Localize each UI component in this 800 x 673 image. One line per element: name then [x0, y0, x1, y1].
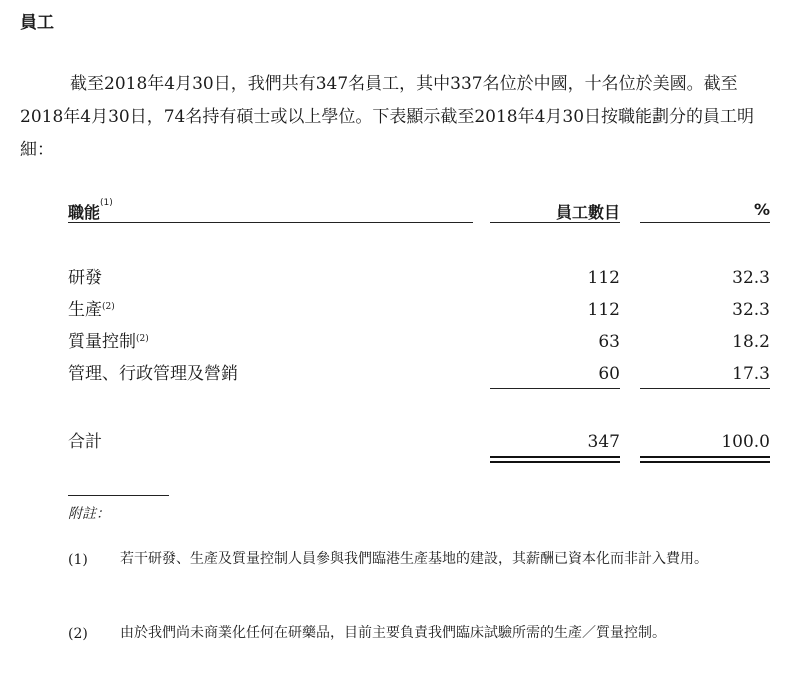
row-count: 60 — [598, 364, 620, 384]
table-row-function — [68, 268, 102, 288]
subtotal-rule-percent — [640, 388, 770, 389]
row-count: 112 — [587, 300, 620, 320]
notes-divider — [68, 495, 169, 496]
total-label: 合計 — [68, 432, 102, 452]
row-function-label: 生產 — [68, 300, 102, 320]
total-count: 347 — [587, 432, 620, 452]
header-rule-count — [490, 222, 620, 223]
row-percent: 32.3 — [732, 268, 770, 288]
header-function — [68, 200, 113, 223]
row-percent: 17.3 — [732, 364, 770, 384]
header-count: 員工數目 — [555, 203, 620, 222]
header-percent: % — [753, 200, 770, 219]
header-function-label: 職能 — [68, 203, 101, 222]
header-rule-function — [68, 222, 473, 223]
note-text: 若干研發、生產及質量控制人員參與我們臨港生產基地的建設，其薪酬已資本化而非計入費用。 — [120, 551, 708, 567]
row-function-note: (2) — [102, 302, 115, 312]
row-percent: 32.3 — [732, 300, 770, 320]
table-row-function — [68, 364, 238, 384]
header-rule-percent — [640, 222, 770, 223]
header-function-note: (1) — [100, 198, 113, 208]
table-row-function — [68, 332, 149, 352]
note-marker: (2) — [68, 626, 88, 642]
note-text: 由於我們尚未商業化任何在研藥品，目前主要負責我們臨床試驗所需的生產／質量控制。 — [120, 625, 666, 641]
row-function-label: 研發 — [68, 268, 102, 288]
notes-heading: 附註： — [68, 506, 110, 522]
table-row-function — [68, 300, 115, 320]
total-double-rule-count-top — [490, 456, 620, 458]
row-function-label: 管理、行政管理及營銷 — [68, 364, 238, 384]
note-marker: (1) — [68, 552, 88, 568]
total-double-rule-percent-top — [640, 456, 770, 458]
row-count: 112 — [587, 268, 620, 288]
row-function-label: 質量控制 — [68, 332, 136, 352]
section-title: 員工 — [20, 13, 54, 33]
row-percent: 18.2 — [732, 332, 770, 352]
row-count: 63 — [598, 332, 620, 352]
intro-paragraph-text: 截至2018年4月30日，我們共有347名員工，其中337名位於中國，十名位於美國。截至2018年4月30日，74名持有碩士或以上學位。下表顯示截至2018年4月30日按職能劃分的員工明細： — [20, 74, 755, 160]
total-double-rule-count-bottom — [490, 461, 620, 463]
row-function-note: (2) — [136, 334, 149, 344]
total-double-rule-percent-bottom — [640, 461, 770, 463]
subtotal-rule-count — [490, 388, 620, 389]
total-percent: 100.0 — [721, 432, 770, 452]
